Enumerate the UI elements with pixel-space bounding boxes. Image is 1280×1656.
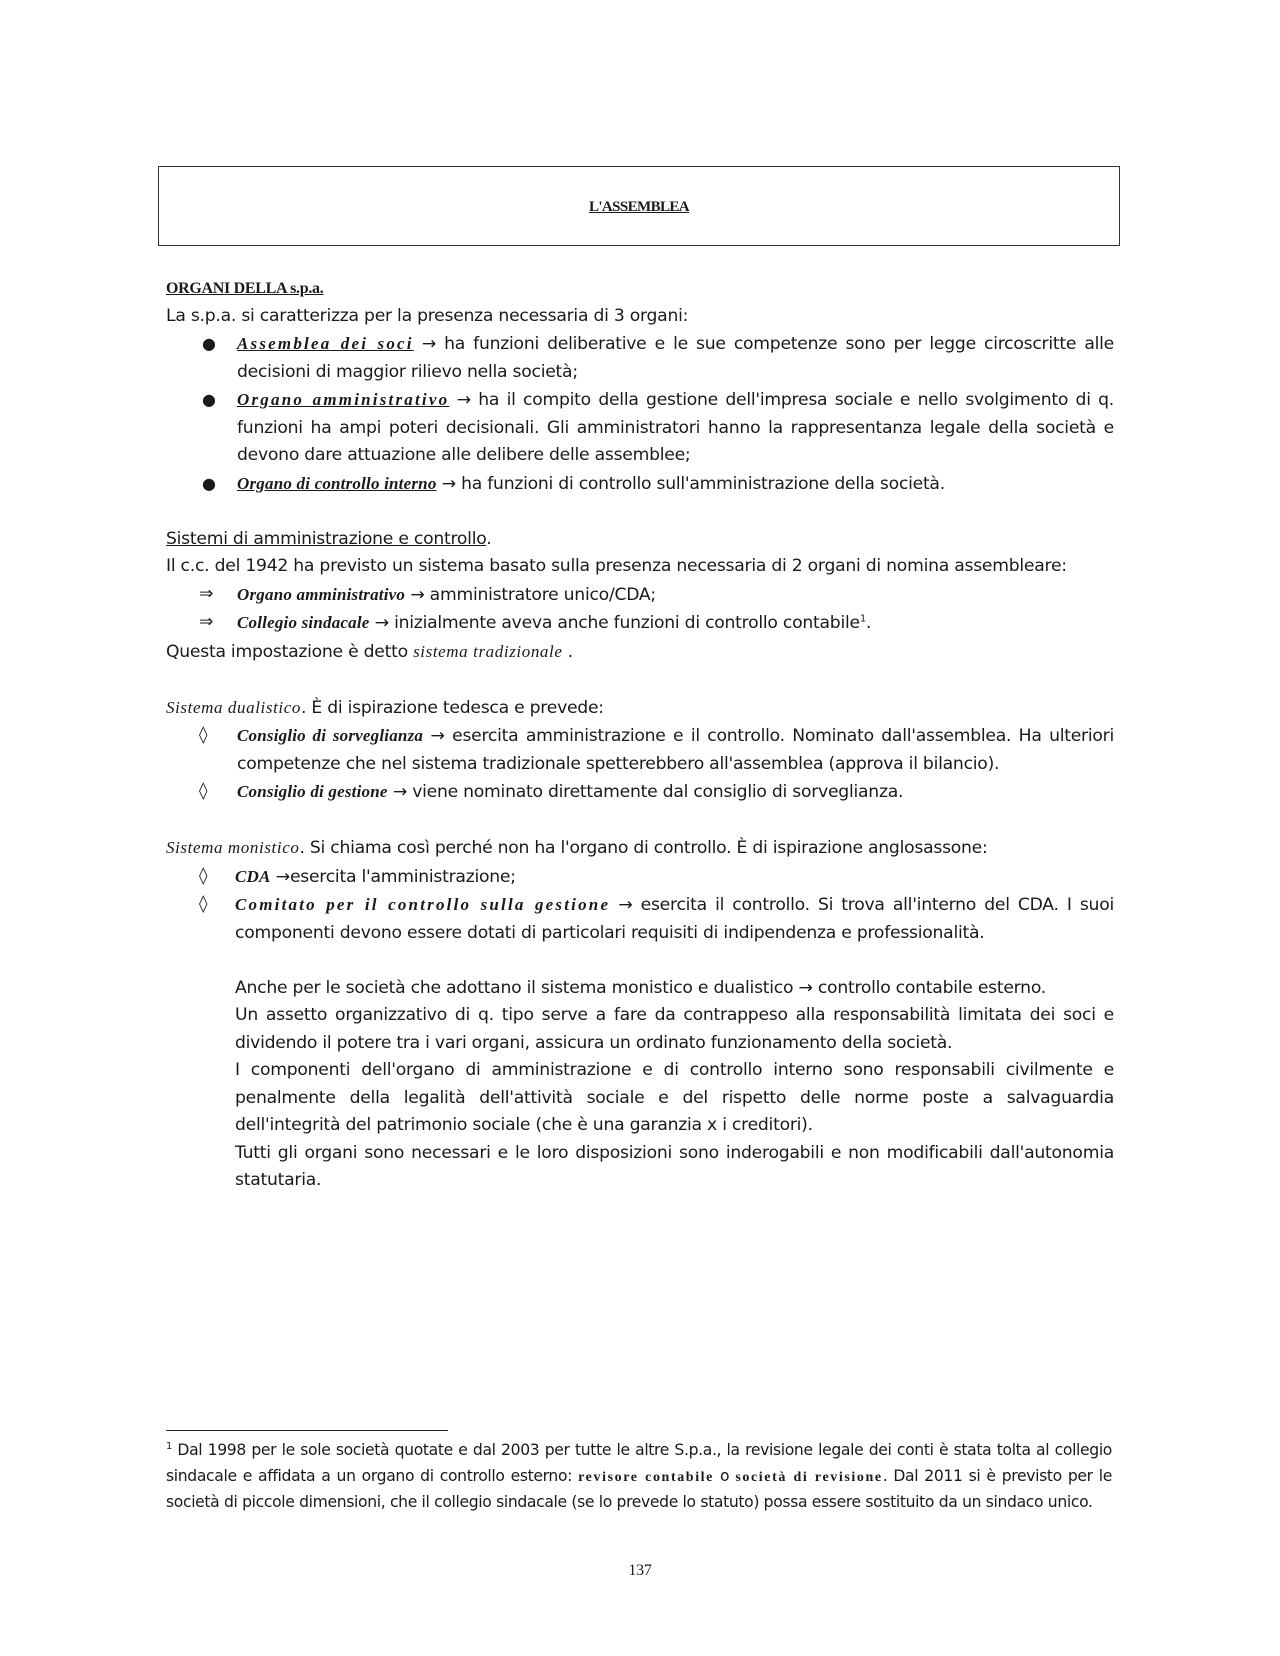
dualistico-list [166,722,1114,807]
footnote-text: . Dal 2011 si è previsto per le società di piccole dimensioni, che il collegio sindacale (se lo prevede lo statuto) possa essere sostituito da un sindaco unico. [166,1466,1113,1511]
note-text: Anche per le società che adottano il sistema monistico e dualistico [235,977,799,998]
arrow-right-icon: → [374,613,389,633]
arrow-right-icon: → [798,977,813,998]
dualistico-term: Sistema dualistico [166,697,301,717]
page-title: L'ASSEMBLEA [588,199,690,215]
item-text: ha funzioni di controllo sull'amministrazione della società. [455,473,945,494]
page-number: 137 [628,1562,652,1579]
footnote-divider [166,1430,448,1431]
footnote-text: o [714,1466,736,1485]
term: CDA [235,866,271,886]
dualistico-text: . È di ispirazione tedesca e prevede: [301,697,604,718]
diamond-icon: ◊ [199,894,208,914]
footnote-term: revisore contabile [578,1469,714,1485]
list-item [166,609,1114,638]
bullet-icon: ● [202,334,216,353]
monistico-term: Sistema monistico [166,838,300,857]
term: Consiglio di gestione [237,782,388,801]
arrow-right-icon: → [392,782,407,802]
section-heading-sistemi [166,526,1114,554]
list-item [166,863,1114,892]
term: Consiglio di sorveglianza [237,726,424,745]
item-text: esercita il controllo. Si trova all'interno del CDA. I suoi componenti devono essere dotati di particolari requisiti di indipendenza e professionalità. [235,895,1114,943]
monistico-intro [166,834,1114,863]
implies-icon: ⇒ [199,612,214,632]
item-text: inizialmente aveva anche funzioni di controllo contabile [388,613,860,633]
note-text: controllo contabile esterno. [812,977,1046,998]
implies-icon: ⇒ [199,583,214,604]
sistemi-heading-suffix: . [486,528,492,549]
monistico-notes [166,975,1114,1195]
item-text: amministratore unico/CDA; [424,584,656,605]
note-paragraph: Un assetto organizzativo di q. tipo serve a fare da contrappeso alla responsabilità limitata dei soci e dividendo il potere tra i vari organi, assicura un ordinato funzionamento della società. [235,1005,1114,1053]
term: Collegio sindacale [237,613,370,632]
sistema-tradizionale-line [166,638,1114,667]
footnote-ref[interactable]: 1 [859,613,866,625]
arrow-right-icon: → [275,866,290,887]
arrow-right-icon: → [618,895,633,915]
term: Organo di controllo interno [237,473,437,493]
arrow-right-icon: → [410,584,425,605]
sistemi-heading-text: Sistemi di amministrazione e controllo [166,528,487,549]
item-text: esercita l'amministrazione; [289,866,516,887]
item-tail: . [865,613,872,633]
bullet-icon: ● [202,473,216,493]
diamond-icon: ◊ [199,781,208,801]
closing-tail: . [562,641,573,662]
footnote-term: società di revisione [735,1469,883,1485]
bullet-icon: ● [202,390,216,409]
arrow-right-icon: → [430,726,445,746]
sistemi-list [166,581,1114,638]
list-item [166,581,1114,610]
list-item [166,778,1114,807]
closing-text: Questa impostazione è detto [166,641,414,662]
main-content [166,275,1114,1195]
section-intro-organi: La s.p.a. si caratterizza per la presenza necessaria di 3 organi: [166,305,689,326]
list-item [166,386,1114,470]
note-paragraph: I componenti dell'organo di amministrazione e di controllo interno sono responsabili civilmente e penalmente della legalità dell'attività sociale e del rispetto delle norme poste a salvaguardia dell'integrità del patrimonio sociale (che è una garanzia x i creditori). [235,1060,1114,1135]
diamond-icon: ◊ [199,725,208,745]
organi-list [166,330,1114,498]
title-box [158,166,1120,246]
arrow-right-icon: → [441,473,456,494]
note-paragraph: Tutti gli organi sono necessari e le loro disposizioni sono inderogabili e non modificabili dall'autonomia statutaria. [235,1142,1114,1190]
section-intro-sistemi: Il c.c. del 1942 ha previsto un sistema basato sulla presenza necessaria di 2 organi di nomina assembleare: [166,556,1067,576]
footnote-marker: 1 [166,1440,173,1452]
item-text: esercita amministrazione e il controllo. Nominato dall'assemblea. Ha ulteriori competenze che nel sistema tradizionale spetterebbero all'assemblea (approva il bilancio). [237,726,1115,774]
item-text: ha funzioni deliberative e le sue competenze sono per legge circoscritte alle decisioni di maggior rilievo nella società; [237,334,1114,382]
term: Organo amministrativo [237,584,406,604]
term: Organo amministrativo [237,390,450,409]
monistico-list [166,863,1114,948]
list-item [166,470,1114,499]
list-item [166,891,1114,947]
term: Assemblea dei soci [237,334,414,353]
monistico-text: . Si chiama così perché non ha l'organo di controllo. È di ispirazione anglosassone: [299,838,988,858]
term: Comitato per il controllo sulla gestione [235,895,611,914]
arrow-right-icon: → [456,390,471,410]
item-text: ha il compito della gestione dell'impresa sociale e nello svolgimento di q. funzioni ha ampi poteri decisionali. Gli amministratori hanno la rappresentanza legale della società e devono dare attuazione alle delibere delle assemblee; [237,390,1115,465]
dualistico-intro [166,694,1114,723]
list-item [166,330,1114,386]
list-item [166,722,1114,778]
section-heading-organi: ORGANI DELLA s.p.a. [166,280,324,297]
footnote-text: Dal 1998 per le sole società quotate e dal 2003 per tutte le altre S.p.a., la revisione legale dei conti è stata tolta al collegio sindacale e affidata a un organo di controllo esterno: [166,1441,1112,1485]
item-text: viene nominato direttamente dal consiglio di sorveglianza. [406,782,904,802]
arrow-right-icon: → [421,334,436,354]
closing-term: sistema tradizionale [413,641,563,661]
diamond-icon: ◊ [199,865,208,886]
footnote [166,1438,1112,1516]
note-paragraph [235,975,1114,1003]
